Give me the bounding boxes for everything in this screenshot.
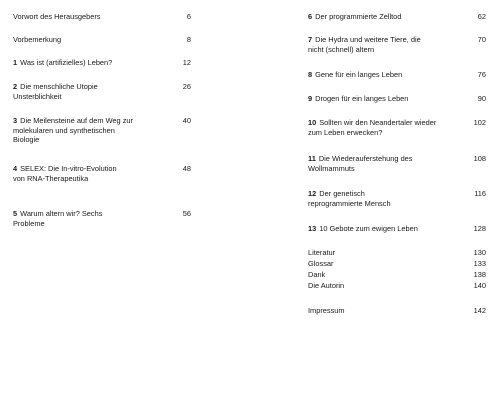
toc-title: SELEX: Die In-vitro-Evolution von RNA-Therapeutika bbox=[13, 164, 117, 183]
toc-chapter-number: 8 bbox=[308, 70, 313, 79]
toc-chapter-number: 11 bbox=[308, 154, 316, 163]
toc-title: Warum altern wir? Sechs Probleme bbox=[13, 209, 103, 228]
toc-chapter-number: 7 bbox=[308, 35, 313, 44]
toc-entry-preliminary-remark[interactable] bbox=[13, 35, 191, 45]
toc-page-number: 56 bbox=[182, 209, 191, 218]
toc-page-number: 12 bbox=[182, 58, 191, 67]
toc-entry-author[interactable] bbox=[308, 281, 486, 291]
toc-entry-foreword[interactable] bbox=[13, 12, 191, 22]
toc-entry-chapter-12[interactable] bbox=[308, 189, 486, 208]
toc-page-number: 128 bbox=[473, 224, 486, 233]
toc-title: Die Hydra und weitere Tiere, die nicht (schnell) altern bbox=[308, 35, 421, 54]
toc-entry-chapter-5[interactable] bbox=[13, 209, 191, 228]
toc-page-number: 142 bbox=[473, 306, 486, 315]
toc-page-number: 140 bbox=[473, 281, 486, 290]
toc-entry-chapter-7[interactable] bbox=[308, 35, 486, 54]
toc-page-number: 40 bbox=[182, 116, 191, 125]
toc-title: Die Autorin bbox=[308, 281, 345, 290]
toc-title: 10 Gebote zum ewigen Leben bbox=[319, 224, 418, 233]
toc-entry-chapter-9[interactable] bbox=[308, 94, 486, 104]
toc-page-number: 90 bbox=[477, 94, 486, 103]
toc-chapter-number: 6 bbox=[308, 12, 313, 21]
toc-page-number: 116 bbox=[474, 189, 486, 198]
toc-title: Die menschliche Utopie Unsterblichkeit bbox=[13, 82, 98, 101]
toc-chapter-number: 3 bbox=[13, 116, 18, 125]
toc-entry-chapter-4[interactable] bbox=[13, 164, 191, 183]
toc-title: Vorwort des Herausgebers bbox=[13, 12, 101, 21]
toc-entry-literature[interactable] bbox=[308, 248, 486, 258]
toc-chapter-number: 9 bbox=[308, 94, 313, 103]
toc-title: Vorbemerkung bbox=[13, 35, 62, 44]
toc-title: Der genetisch reprogrammierte Mensch bbox=[308, 189, 391, 208]
toc-page-number: 138 bbox=[473, 270, 486, 279]
toc-title: Literatur bbox=[308, 248, 336, 257]
toc-title: Die Wiederauferstehung des Wollmammuts bbox=[308, 154, 413, 173]
toc-title: Sollten wir den Neandertaler wieder zum Leben erwecken? bbox=[308, 118, 437, 137]
toc-page-number: 26 bbox=[182, 82, 191, 91]
toc-title: Gene für ein langes Leben bbox=[315, 70, 403, 79]
toc-chapter-number: 1 bbox=[13, 58, 18, 67]
toc-chapter-number: 12 bbox=[308, 189, 317, 198]
toc-title: Impressum bbox=[308, 306, 345, 315]
toc-title: Glossar bbox=[308, 259, 334, 268]
toc-page-number: 6 bbox=[186, 12, 191, 21]
toc-chapter-number: 5 bbox=[13, 209, 18, 218]
toc-entry-chapter-6[interactable] bbox=[308, 12, 486, 22]
toc-title: Dank bbox=[308, 270, 326, 279]
toc-page-number: 102 bbox=[473, 118, 486, 127]
toc-entry-chapter-8[interactable] bbox=[308, 70, 486, 80]
toc-entry-chapter-13[interactable] bbox=[308, 224, 486, 234]
toc-chapter-number: 10 bbox=[308, 118, 317, 127]
toc-page-number: 62 bbox=[477, 12, 486, 21]
toc-entry-chapter-10[interactable] bbox=[308, 118, 486, 137]
toc-page-number: 108 bbox=[473, 154, 486, 163]
toc-entry-imprint[interactable] bbox=[308, 306, 486, 316]
toc-chapter-number: 13 bbox=[308, 224, 317, 233]
toc-entry-thanks[interactable] bbox=[308, 270, 486, 280]
toc-entry-chapter-1[interactable] bbox=[13, 58, 191, 68]
toc-title: Drogen für ein langes Leben bbox=[315, 94, 409, 103]
toc-page-number: 76 bbox=[477, 70, 486, 79]
toc-entry-glossary[interactable] bbox=[308, 259, 486, 269]
toc-page-number: 70 bbox=[477, 35, 486, 44]
toc-entry-chapter-11[interactable] bbox=[308, 154, 486, 173]
toc-page-number: 133 bbox=[473, 259, 486, 268]
toc-page-number: 8 bbox=[186, 35, 191, 44]
toc-title: Der programmierte Zelltod bbox=[315, 12, 402, 21]
toc-chapter-number: 4 bbox=[13, 164, 18, 173]
toc-page-number: 130 bbox=[473, 248, 486, 257]
toc-title: Die Meilensteine auf dem Weg zur molekularen und synthetischen Biologie bbox=[13, 116, 133, 145]
toc-entry-chapter-3[interactable] bbox=[13, 116, 191, 145]
toc-entry-chapter-2[interactable] bbox=[13, 82, 191, 101]
toc-chapter-number: 2 bbox=[13, 82, 18, 91]
toc-page-number: 48 bbox=[182, 164, 191, 173]
toc-title: Was ist (artifizielles) Leben? bbox=[20, 58, 113, 67]
